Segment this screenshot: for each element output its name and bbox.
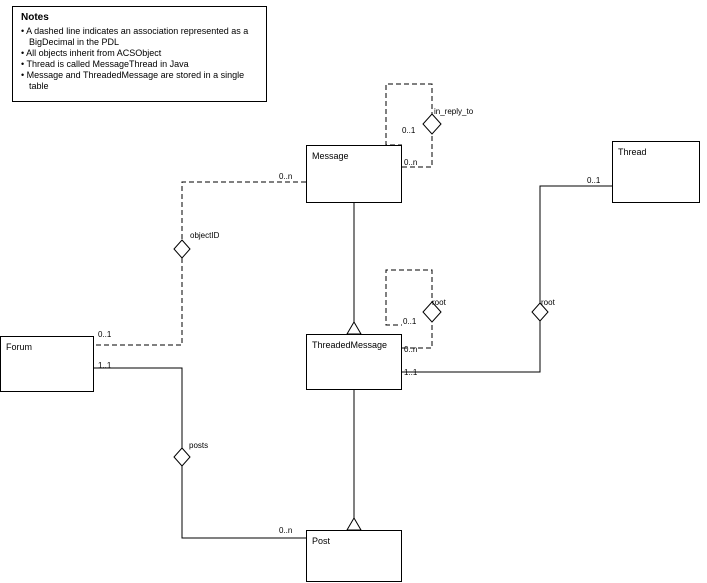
multiplicity-msg-objectid: 0..n (279, 172, 293, 181)
note-item: • All objects inherit from ACSObject (21, 48, 260, 59)
edge-forum-post-posts (94, 368, 306, 538)
notes-title: Notes (21, 12, 49, 23)
class-post[interactable] (306, 530, 402, 582)
multiplicity-tm-root-top: 0..1 (403, 317, 417, 326)
note-item: • Thread is called MessageThread in Java (21, 59, 260, 70)
role-label-objectid: objectID (190, 231, 220, 240)
diamond-in-reply-to (423, 114, 441, 134)
multiplicity-tm-root-bottom: 0..n (404, 345, 418, 354)
notes-list (21, 26, 260, 92)
edge-objectid (94, 182, 306, 345)
diamond-posts (174, 448, 190, 466)
generalization-arrow-post (347, 518, 361, 530)
multiplicity-msg-self-top: 0..1 (402, 126, 416, 135)
multiplicity-msg-self-bottom: 0..n (404, 158, 418, 167)
note-item: • Message and ThreadedMessage are stored in a single table (21, 70, 260, 92)
edge-threadedmessage-thread-root (402, 186, 612, 372)
multiplicity-post-posts: 0..n (279, 526, 293, 535)
role-label-root-left: root (432, 298, 446, 307)
multiplicity-forum-posts: 1..1 (98, 361, 112, 370)
class-message[interactable] (306, 145, 402, 203)
notes-box (12, 6, 267, 102)
class-forum[interactable] (0, 336, 94, 392)
class-threadedmessage[interactable] (306, 334, 402, 390)
multiplicity-tm-thread: 1..1 (404, 368, 418, 377)
generalization-arrow-threadedmessage (347, 322, 361, 334)
role-label-in-reply-to: in_reply_to (434, 107, 474, 116)
class-name-threadedmessage: ThreadedMessage (312, 340, 388, 350)
note-item: • A dashed line indicates an association represented as a BigDecimal in the PDL (21, 26, 260, 48)
multiplicity-thread-root: 0..1 (587, 176, 601, 185)
class-name-message: Message (312, 151, 349, 161)
class-name-thread: Thread (618, 147, 647, 157)
role-label-posts: posts (189, 441, 209, 450)
class-name-forum: Forum (6, 342, 33, 352)
class-thread[interactable] (612, 141, 700, 203)
diamond-objectid (174, 240, 190, 258)
multiplicity-forum-objectid: 0..1 (98, 330, 112, 339)
role-label-root-right: root (541, 298, 555, 307)
class-name-post: Post (312, 536, 331, 546)
